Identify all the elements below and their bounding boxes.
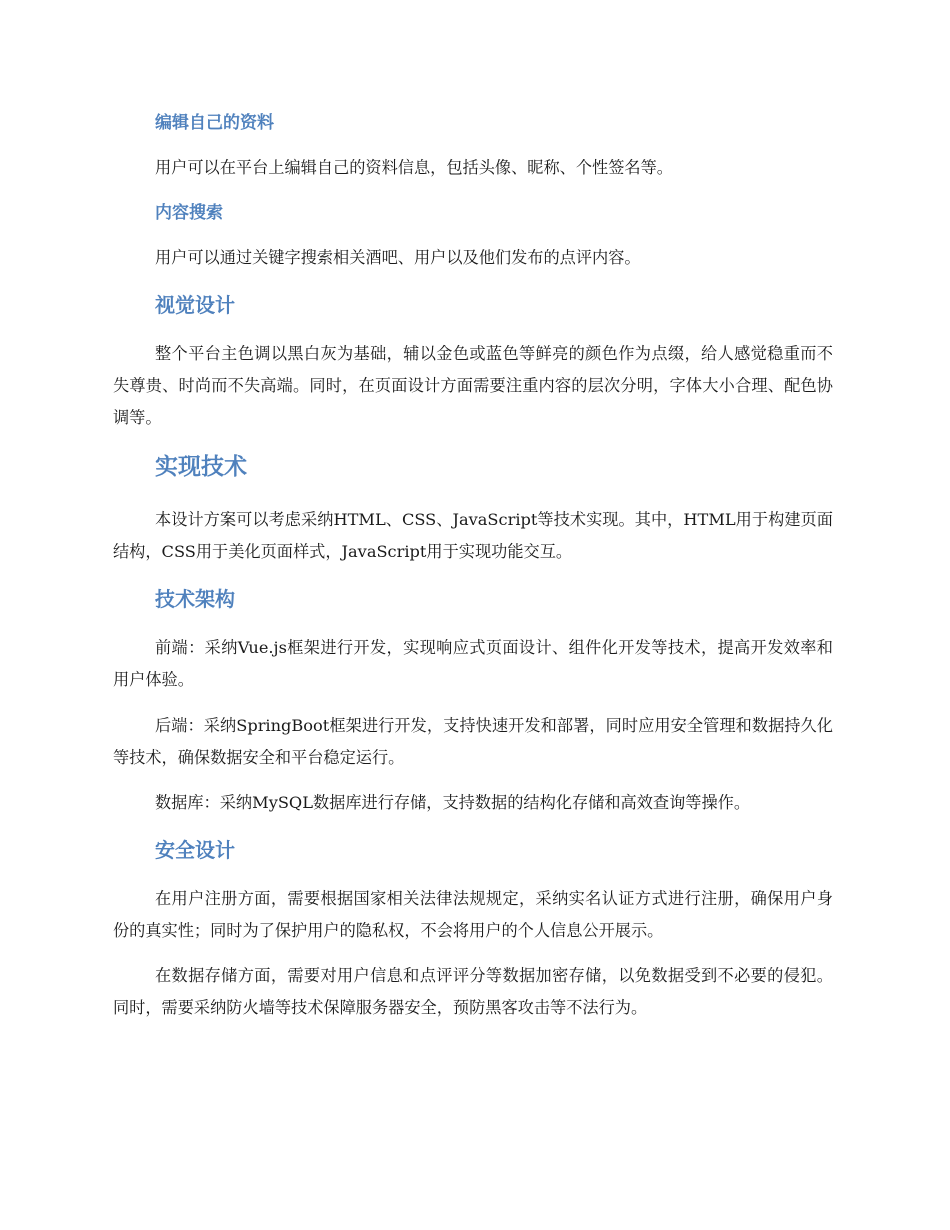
heading-visual-design: 视觉设计 [155, 293, 235, 317]
paragraph-visual-design: 整个平台主色调以黑白灰为基础，辅以金色或蓝色等鲜亮的颜色作为点缀，给人感觉稳重而不失尊贵、时尚而不失高端。同时，在页面设计方面需要注重内容的层次分明，字体大小合理、配色协调等。 [113, 344, 833, 427]
paragraph-registration: 在用户注册方面，需要根据国家相关法律法规规定，采纳实名认证方式进行注册，确保用户身份的真实性；同时为了保护用户的隐私权，不会将用户的个人信息公开展示。 [113, 889, 833, 940]
paragraph-storage: 在数据存储方面，需要对用户信息和点评评分等数据加密存储，以免数据受到不必要的侵犯。同时，需要采纳防火墙等技术保障服务器安全，预防黑客攻击等不法行为。 [113, 966, 833, 1017]
paragraph-content-search: 用户可以通过关键字搜索相关酒吧、用户以及他们发布的点评内容。 [155, 248, 641, 267]
paragraph-backend: 后端：采纳SpringBoot框架进行开发，支持快速开发和部署，同时应用安全管理和数据持久化等技术，确保数据安全和平台稳定运行。 [113, 716, 833, 767]
paragraph-edit-profile: 用户可以在平台上编辑自己的资料信息，包括头像、昵称、个性签名等。 [155, 158, 673, 177]
heading-edit-profile: 编辑自己的资料 [155, 113, 274, 133]
heading-architecture: 技术架构 [155, 587, 235, 611]
heading-content-search: 内容搜索 [155, 203, 223, 223]
paragraph-frontend: 前端：采纳Vue.js框架进行开发，实现响应式页面设计、组件化开发等技术，提高开发效率和用户体验。 [113, 638, 833, 689]
heading-implementation: 实现技术 [155, 454, 247, 480]
heading-security: 安全设计 [155, 838, 235, 862]
paragraph-database: 数据库：采纳MySQL数据库进行存储，支持数据的结构化存储和高效查询等操作。 [155, 793, 751, 812]
paragraph-implementation: 本设计方案可以考虑采纳HTML、CSS、JavaScript等技术实现。其中，HTML用于构建页面结构，CSS用于美化页面样式，JavaScript用于实现功能交互。 [113, 510, 833, 561]
